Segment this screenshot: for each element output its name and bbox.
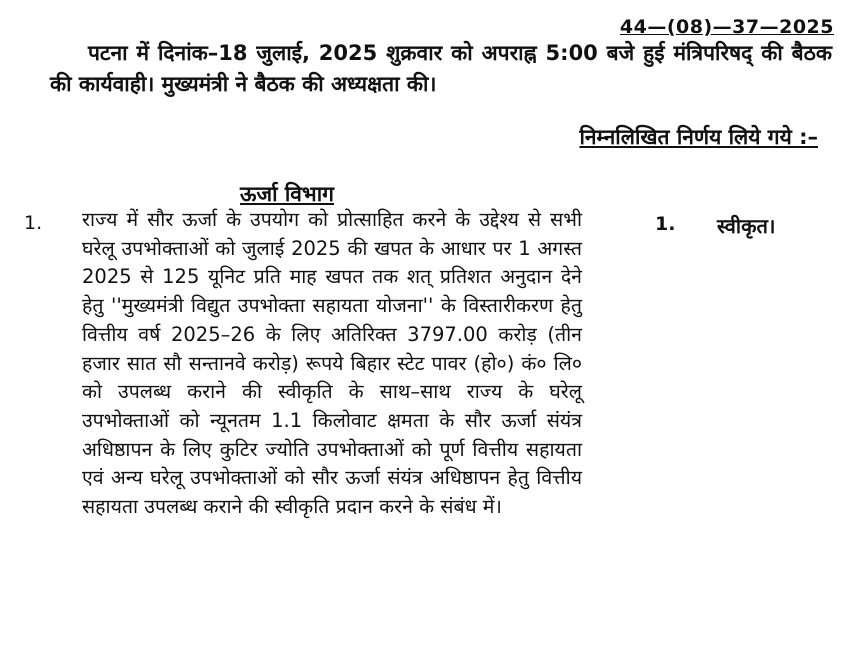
decision-number: 1.: [655, 213, 676, 235]
decision-outcome: स्वीकृत।: [717, 214, 776, 238]
decisions-heading: निम्नलिखित निर्णय लिये गये :–: [579, 125, 818, 149]
agenda-item-number: 1.: [24, 212, 43, 234]
meeting-intro: पटना में दिनांक–18 जुलाई, 2025 शुक्रवार को अपराह्न 5:00 बजे हुई मंत्रिपरिषद् की बैठक की कार्यवाही। मुख्यमंत्री ने बैठक की अध्यक्षता की।: [50, 41, 832, 96]
reference-number: 44—(08)—37—2025: [619, 16, 834, 38]
department-heading: ऊर्जा विभाग: [240, 182, 334, 206]
agenda-item-text: राज्य में सौर ऊर्जा के उपयोग को प्रोत्साहित करने के उद्देश्य से सभी घरेलू उपभोक्ताओं को जुलाई 2025 की खपत के आधार पर 1 अगस्त 2025 से 125 यूनिट प्रति माह खपत तक शत् प्रतिशत अनुदान देने हेतु ''मुख्यमंत्री विद्युत उपभोक्ता सहायता योजना'' के विस्तारीकरण हेतु वित्तीय वर्ष 2025–26 के लिए अतिरिक्त 3797.00 करोड़ (तीन हजार सात सौ सन्तानवे करोड़) रूपये बिहार स्टेट पावर (हो०) कं० लि० को उपलब्ध कराने की स्वीकृति के साथ–साथ राज्य के घरेलू उपभोक्ताओं को न्यूनतम 1.1 किलोवाट क्षमता के सौर ऊर्जा संयंत्र अधिष्ठापन के लिए कुटिर ज्योति उपभोक्ताओं को पूर्ण वित्तीय सहायता एवं अन्य घरेलू उपभोक्ताओं को सौर ऊर्जा संयंत्र अधिष्ठापन हेतु वित्तीय सहायता उपलब्ध कराने की स्वीकृति प्रदान करने के संबंध में।: [82, 208, 582, 519]
